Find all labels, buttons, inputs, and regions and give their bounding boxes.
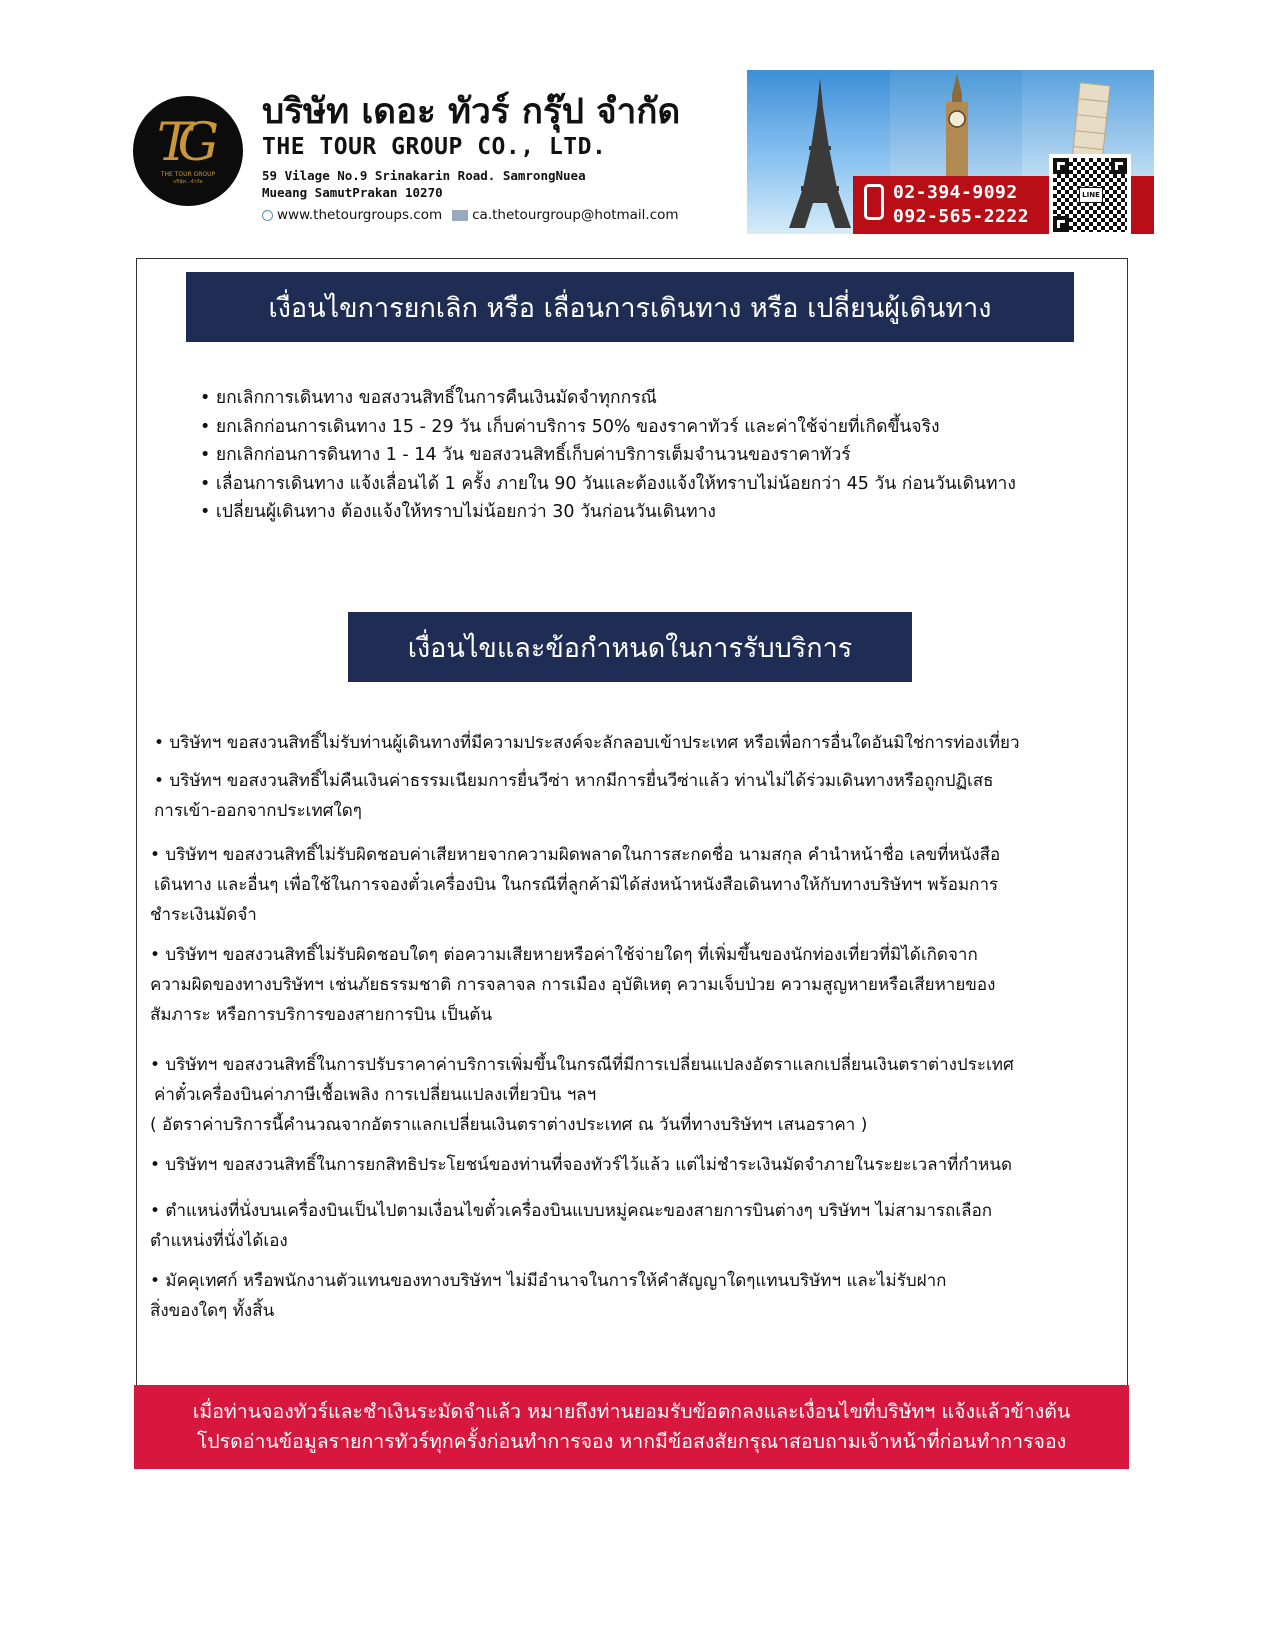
line-qr-code[interactable] xyxy=(1049,154,1131,234)
terms-section-title: เงื่อนไขและข้อกำหนดในการรับบริการ xyxy=(348,612,912,682)
contact-row xyxy=(262,207,679,223)
address-line-2: Mueang SamutPrakan 10270 xyxy=(262,185,443,200)
list-item-continued: ค่าตั๋วเครื่องบินค่าภาษีเชื้อเพลิง การเปลี่ยนแปลงเที่ยวบิน ฯลฯ xyxy=(154,1085,597,1105)
website-link[interactable]: www.thetourgroups.com xyxy=(277,207,443,223)
list-item: • มัคคุเทศก์ หรือพนักงานตัวแทนของทางบริษัทฯ ไม่มีอำนาจในการให้คำสัญญาใดๆแทนบริษัทฯ และไม่รับฝาก xyxy=(150,1271,947,1291)
list-item: • ยกเลิกก่อนการดินทาง 1 - 14 วัน ขอสงวนสิทธิ์เก็บค่าบริการเต็มจำนวนของราคาทัวร์ xyxy=(200,441,1016,470)
eiffel-tower-icon xyxy=(785,78,855,228)
list-item: • บริษัทฯ ขอสงวนสิทธิ์ไม่รับผิดชอบค่าเสียหายจากความผิดพลาดในการสะกดชื่อ นามสกุล คำนำหน้าชื่อ เลขที่หนังสือ xyxy=(150,845,1001,865)
line-logo-icon: LINE xyxy=(1079,187,1103,203)
globe-icon xyxy=(262,210,273,221)
list-item-continued: เดินทาง และอื่นๆ เพื่อใช้ในการจองตั๋วเครื่องบิน ในกรณีที่ลูกค้ามิได้ส่งหน้าหนังสือเดินทางให้กับทางบริษัทฯ พร้อมการ xyxy=(154,875,999,895)
mobile-phone-icon xyxy=(864,184,884,220)
email-link[interactable]: ca.thetourgroup@hotmail.com xyxy=(472,207,679,223)
notice-line-1: เมื่อท่านจองทัวร์และชำเงินระมัดจำแล้ว หมายถึงท่านยอมรับข้อตกลงและเงื่อนไขที่บริษัทฯ แจ้งแล้วข้างต้น xyxy=(192,1400,1071,1423)
list-item: • เลื่อนการเดินทาง แจ้งเลื่อนได้ 1 ครั้ง ภายใน 90 วันและต้องแจ้งให้ทราบไม่น้อยกว่า 45 วัน ก่อนวันเดินทาง xyxy=(200,470,1016,499)
logo-monogram: TG xyxy=(156,112,206,173)
qr-finder-icon xyxy=(1111,158,1127,174)
travel-banner xyxy=(747,70,1154,234)
company-name-thai: บริษัท เดอะ ทัวร์ กรุ๊ป จำกัด xyxy=(262,92,681,132)
company-logo xyxy=(133,96,243,206)
booking-notice-band xyxy=(134,1385,1129,1469)
company-address xyxy=(262,167,586,201)
list-item-continued: สิ่งของใดๆ ทั้งสิ้น xyxy=(150,1301,275,1321)
list-item: • เปลี่ยนผู้เดินทาง ต้องแจ้งให้ทราบไม่น้อยกว่า 30 วันก่อนวันเดินทาง xyxy=(200,498,1016,527)
list-item: • บริษัทฯ ขอสงวนสิทธิ์ในการยกสิทธิประโยชน์ของท่านที่จองทัวร์ไว้แล้ว แต่ไม่ชำระเงินมัดจำภายในระยะเวลาที่กำหนด xyxy=(150,1155,1013,1175)
list-item-continued: ตำแหน่งที่นั่งได้เอง xyxy=(150,1231,288,1251)
list-item: • ยกเลิกการเดินทาง ขอสงวนสิทธิ์ในการคืนเงินมัดจำทุกกรณี xyxy=(200,384,1016,413)
phone-number-1[interactable]: 02-394-9092 xyxy=(893,182,1018,203)
list-item: • บริษัทฯ ขอสงวนสิทธิ์ไม่รับผิดชอบใดๆ ต่อความเสียหายหรือค่าใช้จ่ายใดๆ ที่เพิ่มขึ้นของนักท่องเที่ยวที่มิได้เกิดจาก xyxy=(150,945,978,965)
mail-icon xyxy=(452,210,468,221)
list-item-continued: สัมภาระ หรือการบริการของสายการบิน เป็นต้น xyxy=(150,1005,493,1025)
logo-subtitle-thai: บริษัท...จำกัด xyxy=(173,178,203,185)
big-ben-icon xyxy=(932,74,982,184)
phone-number-2[interactable]: 092-565-2222 xyxy=(893,206,1030,227)
qr-finder-icon xyxy=(1053,216,1069,232)
logo-subtitle: THE TOUR GROUP xyxy=(160,170,216,178)
list-item: • บริษัทฯ ขอสงวนสิทธิ์ไม่คืนเงินค่าธรรมเนียมการยื่นวีซ่า หากมีการยื่นวีซ่าแล้ว ท่านไม่ได้ร่วมเดินทางหรือถูกปฏิเสธ xyxy=(154,771,994,791)
list-item: • บริษัทฯ ขอสงวนสิทธิ์ไม่รับท่านผู้เดินทางที่มีความประสงค์จะลักลอบเข้าประเทศ หรือเพื่อการอื่นใดอันมิใช่การท่องเที่ยว xyxy=(154,733,1020,753)
address-line-1: 59 Vilage No.9 Srinakarin Road. SamrongNuea xyxy=(262,168,586,183)
cancellation-section-title: เงื่อนไขการยกเลิก หรือ เลื่อนการเดินทาง หรือ เปลี่ยนผู้เดินทาง xyxy=(186,272,1074,342)
qr-finder-icon xyxy=(1053,158,1069,174)
notice-line-2: โปรดอ่านข้อมูลรายการทัวร์ทุกครั้งก่อนทำการจอง หากมีข้อสงสัยกรุณาสอบถามเจ้าหน้าที่ก่อนทำการจอง xyxy=(196,1430,1067,1453)
cancellation-list xyxy=(200,384,1016,527)
list-item: • ตำแหน่งที่นั่งบนเครื่องบินเป็นไปตามเงื่อนไขตั๋วเครื่องบินแบบหมู่คณะของสายการบินต่างๆ บริษัทฯ ไม่สามารถเลือก xyxy=(150,1201,993,1221)
list-item-note: ( อัตราค่าบริการนี้คำนวณจากอัตราแลกเปลี่ยนเงินตราต่างประเทศ ณ วันที่ทางบริษัทฯ เสนอราคา ) xyxy=(150,1115,868,1135)
company-name-english: THE TOUR GROUP CO., LTD. xyxy=(262,134,607,160)
list-item-continued: ชำระเงินมัดจำ xyxy=(150,905,257,925)
list-item-continued: การเข้า-ออกจากประเทศใดๆ xyxy=(154,801,362,821)
list-item: • บริษัทฯ ขอสงวนสิทธิ์ในการปรับราคาค่าบริการเพิ่มขึ้นในกรณีที่มีการเปลี่ยนแปลงอัตราแลกเปลี่ยนเงินตราต่างประเทศ xyxy=(150,1055,1014,1075)
list-item-continued: ความผิดของทางบริษัทฯ เช่นภัยธรรมชาติ การจลาจล การเมือง อุบัติเหตุ ความเจ็บป่วย ความสูญหายหรือเสียหายของ xyxy=(150,975,996,995)
list-item: • ยกเลิกก่อนการเดินทาง 15 - 29 วัน เก็บค่าบริการ 50% ของราคาทัวร์ และค่าใช้จ่ายที่เกิดขึ้นจริง xyxy=(200,413,1016,442)
